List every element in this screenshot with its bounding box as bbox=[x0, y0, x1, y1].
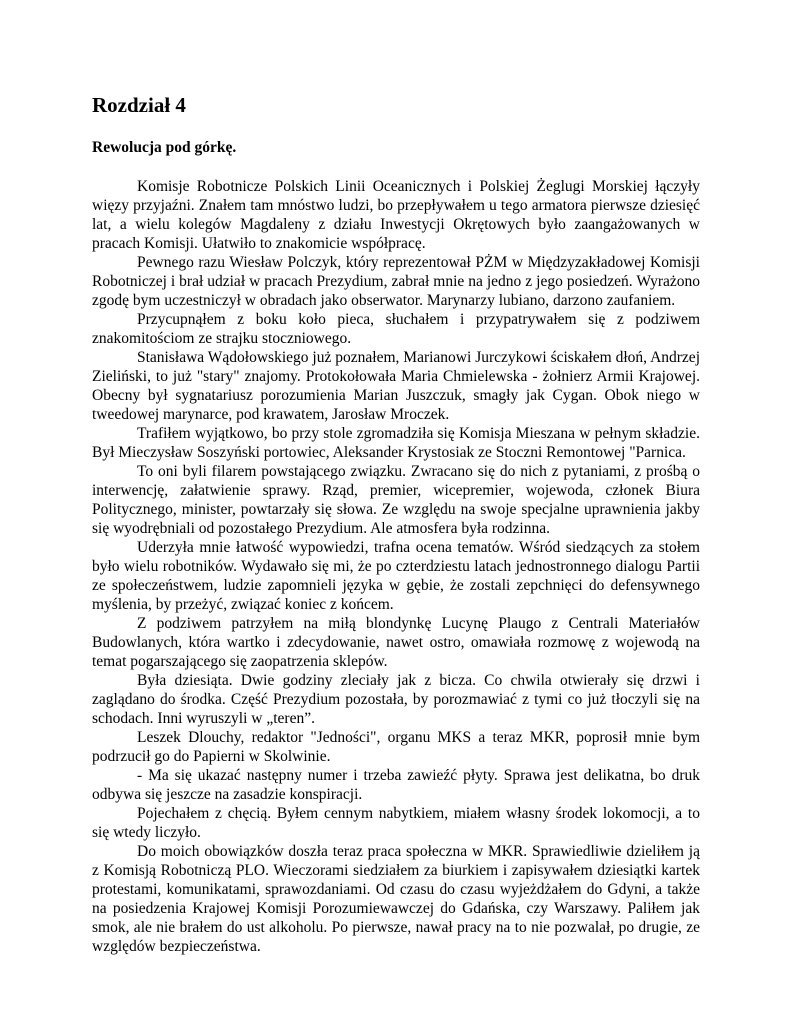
paragraph: Komisje Robotnicze Polskich Linii Oceanicznych i Polskiej Żeglugi Morskiej łączyły więzy przyjaźni. Znałem tam mnóstwo ludzi, bo przepływałem u tego armatora pierwsze dziesięć lat, a wielu kolegów Magdaleny z działu Inwestycji Okrętowych było zaangażowanych w pracach Komisji. Ułatwiło to znakomicie współpracę. bbox=[92, 178, 700, 252]
paragraph: - Ma się ukazać następny numer i trzeba zawieźć płyty. Sprawa jest delikatna, bo druk odbywa się jeszcze na zasadzie konspiracji. bbox=[92, 767, 700, 803]
paragraph: Przycupnąłem z boku koło pieca, słuchałem i przypatrywałem się z podziwem znakomitościom ze strajku stoczniowego. bbox=[92, 311, 700, 347]
paragraph: Trafiłem wyjątkowo, bo przy stole zgromadziła się Komisja Mieszana w pełnym składzie. Był Mieczysław Soszyński portowiec, Aleksander Krystosiak ze Stoczni Remontowej "Parnica. bbox=[92, 425, 700, 461]
body-text bbox=[92, 177, 700, 956]
paragraph: Stanisława Wądołowskiego już poznałem, Marianowi Jurczykowi ściskałem dłoń, Andrzej Zieliński, to już "stary" znajomy. Protokołowała Maria Chmielewska - żołnierz Armii Krajowej. Obecny był sygnatariusz porozumienia Marian Juszczuk, smagły jak Cygan. Obok niego w tweedowej marynarce, pod krawatem, Jarosław Mroczek. bbox=[92, 349, 700, 423]
document-page bbox=[92, 92, 700, 956]
paragraph: To oni byli filarem powstającego związku. Zwracano się do nich z pytaniami, z prośbą o interwencję, załatwienie sprawy. Rząd, premier, wicepremier, wojewoda, członek Biura Politycznego, minister, powtarzały się słowa. Ze względu na swoje specjalne uprawnienia jakby się wyodrębniali od pozostałego Prezydium. Ale atmosfera była rodzinna. bbox=[92, 463, 700, 537]
chapter-subtitle: Rewolucja pod górkę. bbox=[92, 139, 237, 156]
paragraph: Do moich obowiązków doszła teraz praca społeczna w MKR. Sprawiedliwie dzieliłem ją z Komisją Robotniczą PLO. Wieczorami siedziałem za biurkiem i zapisywałem dziesiątki kartek protestami, komunikatami, sprawozdaniami. Od czasu do czasu wyjeżdżałem do Gdyni, a także na posiedzenia Krajowej Komisji Porozumiewawczej do Gdańska, czy Warszawy. Paliłem jak smok, ale nie brałem do ust alkoholu. Po pierwsze, nawał pracy na to nie pozwalał, po drugie, ze względów bezpieczeństwa. bbox=[92, 843, 700, 955]
paragraph: Leszek Dlouchy, redaktor "Jedności", organu MKS a teraz MKR, poprosił mnie bym podrzucił go do Papierni w Skolwinie. bbox=[92, 729, 700, 765]
chapter-title: Rozdział 4 bbox=[92, 93, 186, 117]
paragraph: Uderzyła mnie łatwość wypowiedzi, trafna ocena tematów. Wśród siedzących za stołem było wielu robotników. Wydawało się mi, że po czterdziestu latach jednostronnego dialogu Partii ze społeczeństwem, ludzie zapomnieli języka w gębie, że zostali zepchnięci do defensywnego myślenia, by przeżyć, związać koniec z końcem. bbox=[92, 539, 700, 613]
paragraph: Z podziwem patrzyłem na miłą blondynkę Lucynę Plaugo z Centrali Materiałów Budowlanych, która wartko i zdecydowanie, nawet ostro, omawiała rozmowę z wojewodą na temat pogarszającego się zaopatrzenia sklepów. bbox=[92, 615, 700, 670]
paragraph: Pojechałem z chęcią. Byłem cennym nabytkiem, miałem własny środek lokomocji, a to się wtedy liczyło. bbox=[92, 805, 700, 841]
paragraph: Była dziesiąta. Dwie godziny zleciały jak z bicza. Co chwila otwierały się drzwi i zaglądano do środka. Część Prezydium pozostała, by porozmawiać z tymi co już tłoczyli się na schodach. Inni wyruszyli w „teren”. bbox=[92, 672, 700, 727]
paragraph: Pewnego razu Wiesław Polczyk, który reprezentował PŻM w Międzyzakładowej Komisji Robotniczej i brał udział w pracach Prezydium, zabrał mnie na jedno z jego posiedzeń. Wyrażono zgodę bym uczestniczył w obradach jako obserwator. Marynarzy lubiano, darzono zaufaniem. bbox=[92, 254, 700, 309]
